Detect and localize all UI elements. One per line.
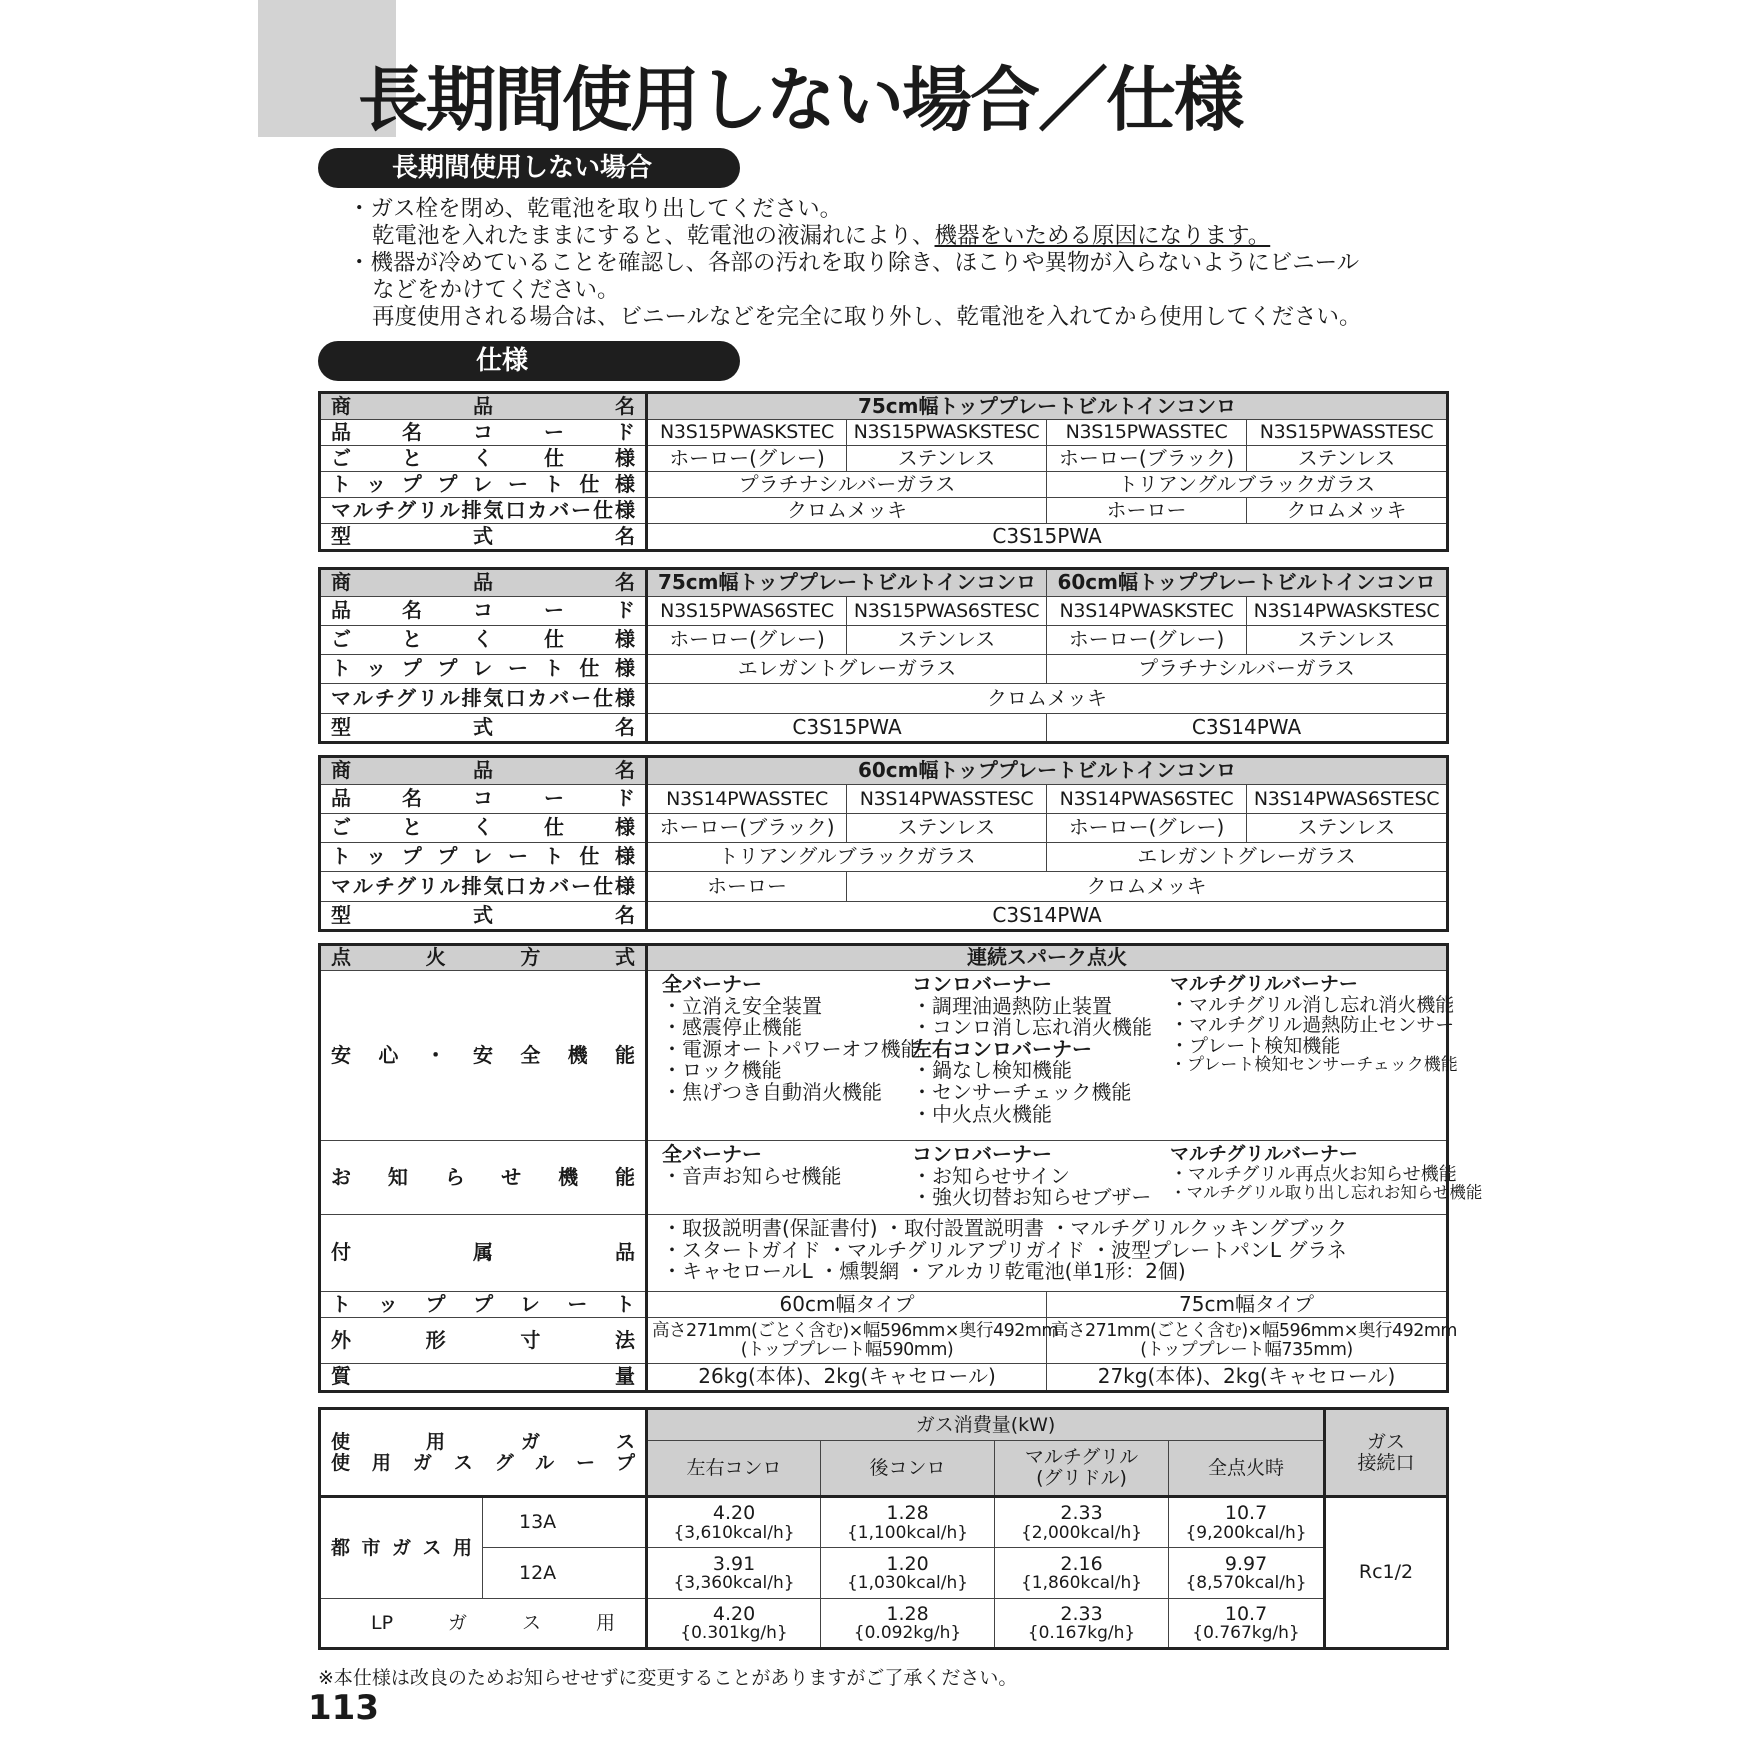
topplate-type: 75cm幅タイプ: [1047, 1292, 1448, 1318]
feature-item: ・センサーチェック機能: [912, 1079, 1132, 1104]
ignition-value: 連続スパーク点火: [647, 945, 1448, 971]
label-code: 品名コード: [320, 420, 647, 446]
group-title: コンロバーナー: [912, 972, 1052, 996]
dimensions-value: 高さ271mm(ごとく含む)×幅596mm×奥行492mm (トッププレート幅735mm): [1047, 1318, 1448, 1364]
trivet-value: ホーロー(ブラック): [1047, 446, 1247, 472]
accessory-line: ・取扱説明書(保証書付) ・取付設置説明書 ・マルチグリルクッキングブック: [662, 1216, 1348, 1240]
note-line: ・ガス栓を閉め、乾電池を取り出してください。: [348, 196, 843, 222]
product-code: N3S14PWAS6STEC: [1047, 785, 1247, 814]
consumption-cell: 1.28 {0.092kg/h}: [821, 1599, 995, 1649]
label-notify: お知らせ機能: [320, 1141, 647, 1215]
note-line: ・機器が冷めていることを確認し、各部の汚れを取り除き、ほこりや異物が入らないようにビニール: [348, 250, 1360, 276]
feature-item: ・プレート検知センサーチェック機能: [1170, 1055, 1458, 1076]
topplate-value: プラチナシルバーガラス: [647, 472, 1047, 498]
consumption-cell: 2.33 {0.167kg/h}: [995, 1599, 1169, 1649]
trivet-value: ホーロー(ブラック): [647, 814, 847, 843]
feature-item: ・プレート検知機能: [1170, 1034, 1341, 1057]
product-code: N3S14PWAS6STESC: [1247, 785, 1448, 814]
topplate-value: エレガントグレーガラス: [1047, 843, 1448, 872]
cover-value: クロムメッキ: [847, 872, 1448, 902]
spec-table-3: [318, 755, 1449, 932]
label-trivet: ごとく仕様: [320, 626, 647, 655]
consumption-cell: 3.91 {3,360kcal/h}: [647, 1548, 821, 1599]
model-value: C3S15PWA: [647, 714, 1047, 743]
product-code: N3S15PWAS6STESC: [847, 597, 1047, 626]
column-header: 全点火時: [1169, 1441, 1325, 1497]
spec-table-1: [318, 391, 1449, 552]
label-product: 商品名: [320, 569, 647, 597]
trivet-value: ステンレス: [1247, 626, 1448, 655]
cover-value: クロムメッキ: [1247, 498, 1448, 524]
trivet-value: ステンレス: [1247, 814, 1448, 843]
consumption-cell: 2.33 {2,000kcal/h}: [995, 1497, 1169, 1548]
feature-item: ・マルチグリル過熱防止センサー: [1170, 1014, 1455, 1037]
label-topplate-type: トッププレート: [320, 1292, 647, 1318]
feature-item: ・マルチグリル取り出し忘れお知らせ機能: [1170, 1182, 1483, 1202]
topplate-type: 60cm幅タイプ: [647, 1292, 1047, 1318]
product-code: N3S15PWASSTESC: [1247, 420, 1448, 446]
notify-functions: [647, 1141, 1483, 1215]
label-dimensions: 外形寸法: [320, 1318, 647, 1364]
gas-consumption-table: [318, 1407, 1449, 1650]
label-topplate: トッププレート仕様: [320, 472, 647, 498]
model-value: C3S14PWA: [1047, 714, 1448, 743]
feature-item: ・鍋なし検知機能: [912, 1058, 1072, 1083]
product-code: N3S14PWASSTEC: [647, 785, 847, 814]
weight-value: 27kg(本体)、2kg(キャセロール): [1047, 1364, 1448, 1392]
feature-item: ・コンロ消し忘れ消火機能: [912, 1015, 1152, 1040]
gas-group: 12A: [483, 1548, 647, 1599]
model-value: C3S14PWA: [647, 902, 1448, 931]
consumption-cell: 1.20 {1,030kcal/h}: [821, 1548, 995, 1599]
spec-table-4: [318, 943, 1483, 1393]
product-name: 60cm幅トッププレートビルトインコンロ: [647, 757, 1448, 785]
accessory-line: ・スタートガイド ・マルチグリルアプリガイド ・波型プレートパンL グラネ: [662, 1237, 1347, 1262]
accessory-line: ・キャセロールL ・燻製網 ・アルカリ乾電池(単1形：2個): [662, 1259, 1186, 1284]
warning-underline: 機器をいためる原因になります。: [934, 223, 1271, 249]
gas-type-header: 使用ガス 使用ガスグループ: [320, 1409, 647, 1497]
label-trivet: ごとく仕様: [320, 814, 647, 843]
feature-item: ・マルチグリル消し忘れ消火機能: [1170, 993, 1455, 1016]
feature-item: ・お知らせサイン: [912, 1163, 1070, 1188]
topplate-value: トリアングルブラックガラス: [647, 843, 1047, 872]
trivet-value: ホーロー(グレー): [1047, 814, 1247, 843]
city-gas-label: 都市ガス用: [320, 1497, 483, 1599]
accessories-list: [647, 1215, 1448, 1292]
group-title: コンロバーナー: [912, 1142, 1052, 1166]
dimensions-value: 高さ271mm(ごとく含む)×幅596mm×奥行492mm (トッププレート幅590mm): [647, 1318, 1047, 1364]
feature-item: ・焦げつき自動消火機能: [662, 1079, 882, 1104]
page-title: 長期間使用しない場合／仕様: [358, 59, 1242, 141]
feature-item: ・マルチグリル再点火お知らせ機能: [1170, 1163, 1457, 1185]
note-line: 再度使用される場合は、ビニールなどを完全に取り外し、乾電池を入れてから使用してください。: [372, 304, 1362, 330]
feature-item: ・ロック機能: [662, 1058, 782, 1083]
cover-value: クロムメッキ: [647, 684, 1448, 714]
product-name: 60cm幅トッププレートビルトインコンロ: [1047, 569, 1448, 597]
section-heading-storage: 長期間使用しない場合: [318, 148, 740, 188]
section-heading-spec: 仕様: [318, 341, 740, 381]
consumption-header: ガス消費量(kW): [647, 1409, 1325, 1441]
trivet-value: ステンレス: [847, 626, 1047, 655]
connection-value: Rc1/2: [1325, 1497, 1448, 1649]
column-header: マルチグリル (グリドル): [995, 1441, 1169, 1497]
column-header: 左右コンロ: [647, 1441, 821, 1497]
product-code: N3S14PWASKSTESC: [1247, 597, 1448, 626]
trivet-value: ホーロー(グレー): [1047, 626, 1247, 655]
label-model: 型式名: [320, 714, 647, 743]
product-code: N3S14PWASSTESC: [847, 785, 1047, 814]
product-code: N3S15PWAS6STEC: [647, 597, 847, 626]
trivet-value: ホーロー(グレー): [647, 446, 847, 472]
group-title: 全バーナー: [662, 972, 762, 996]
label-code: 品名コード: [320, 785, 647, 814]
topplate-value: プラチナシルバーガラス: [1047, 655, 1448, 684]
consumption-cell: 4.20 {3,610kcal/h}: [647, 1497, 821, 1548]
feature-item: ・調理油過熱防止装置: [912, 993, 1112, 1018]
label-grill-cover: マルチグリル排気口カバー仕様: [320, 498, 647, 524]
cover-value: ホーロー: [647, 872, 847, 902]
model-value: C3S15PWA: [647, 524, 1448, 551]
page-number: 113: [308, 1688, 379, 1728]
label-trivet: ごとく仕様: [320, 446, 647, 472]
product-code: N3S15PWASKSTESC: [847, 420, 1047, 446]
storage-notes: [348, 196, 1362, 331]
note-line: などをかけてください。: [372, 277, 620, 303]
consumption-cell: 4.20 {0.301kg/h}: [647, 1599, 821, 1649]
product-code: N3S15PWASKSTEC: [647, 420, 847, 446]
topplate-value: トリアングルブラックガラス: [1047, 472, 1448, 498]
label-weight: 質量: [320, 1364, 647, 1392]
product-code: N3S14PWASKSTEC: [1047, 597, 1247, 626]
feature-item: ・立消え安全装置: [662, 993, 822, 1018]
gas-group: 13A: [483, 1497, 647, 1548]
label-topplate: トッププレート仕様: [320, 655, 647, 684]
spec-table-2: [318, 567, 1449, 744]
product-name: 75cm幅トッププレートビルトインコンロ: [647, 393, 1448, 420]
consumption-cell: 2.16 {1,860kcal/h}: [995, 1548, 1169, 1599]
weight-value: 26kg(本体)、2kg(キャセロール): [647, 1364, 1047, 1392]
consumption-cell: 9.97 {8,570kcal/h}: [1169, 1548, 1325, 1599]
column-header: 後コンロ: [821, 1441, 995, 1497]
cover-value: ホーロー: [1047, 498, 1247, 524]
trivet-value: ステンレス: [847, 814, 1047, 843]
topplate-value: エレガントグレーガラス: [647, 655, 1047, 684]
cover-value: クロムメッキ: [647, 498, 1047, 524]
label-product: 商品名: [320, 757, 647, 785]
feature-item: ・音声お知らせ機能: [662, 1163, 842, 1188]
consumption-cell: 10.7 {9,200kcal/h}: [1169, 1497, 1325, 1548]
label-accessories: 付属品: [320, 1215, 647, 1292]
feature-item: ・感震停止機能: [662, 1015, 802, 1040]
connection-header: ガス 接続口: [1325, 1409, 1448, 1497]
label-topplate: トッププレート仕様: [320, 843, 647, 872]
label-grill-cover: マルチグリル排気口カバー仕様: [320, 872, 647, 902]
label-model: 型式名: [320, 524, 647, 551]
feature-item: ・強火切替お知らせブザー: [912, 1185, 1152, 1210]
lp-gas-label: LPガス用: [320, 1599, 647, 1649]
label-code: 品名コード: [320, 597, 647, 626]
group-title: マルチグリルバーナー: [1170, 1143, 1358, 1165]
label-safety: 安心・安全機能: [320, 971, 647, 1141]
group-title: 左右コンロバーナー: [912, 1036, 1092, 1061]
trivet-value: ホーロー(グレー): [647, 626, 847, 655]
safety-functions: [647, 971, 1458, 1141]
feature-item: ・電源オートパワーオフ機能: [662, 1036, 921, 1061]
consumption-cell: 1.28 {1,100kcal/h}: [821, 1497, 995, 1548]
group-title: 全バーナー: [662, 1142, 762, 1166]
consumption-cell: 10.7 {0.767kg/h}: [1169, 1599, 1325, 1649]
product-name: 75cm幅トッププレートビルトインコンロ: [647, 569, 1047, 597]
feature-item: ・中火点火機能: [912, 1101, 1052, 1126]
trivet-value: ステンレス: [1247, 446, 1448, 472]
footnote: ※本仕様は改良のためお知らせせずに変更することがありますがご了承ください。: [318, 1667, 1018, 1689]
label-model: 型式名: [320, 902, 647, 931]
label-product: 商品名: [320, 393, 647, 420]
trivet-value: ステンレス: [847, 446, 1047, 472]
label-grill-cover: マルチグリル排気口カバー仕様: [320, 684, 647, 714]
label-ignition: 点火方式: [320, 945, 647, 971]
note-line: 乾電池を入れたままにすると、乾電池の液漏れにより、機器をいためる原因になります。: [372, 223, 1271, 249]
group-title: マルチグリルバーナー: [1170, 973, 1358, 995]
product-code: N3S15PWASSTEC: [1047, 420, 1247, 446]
